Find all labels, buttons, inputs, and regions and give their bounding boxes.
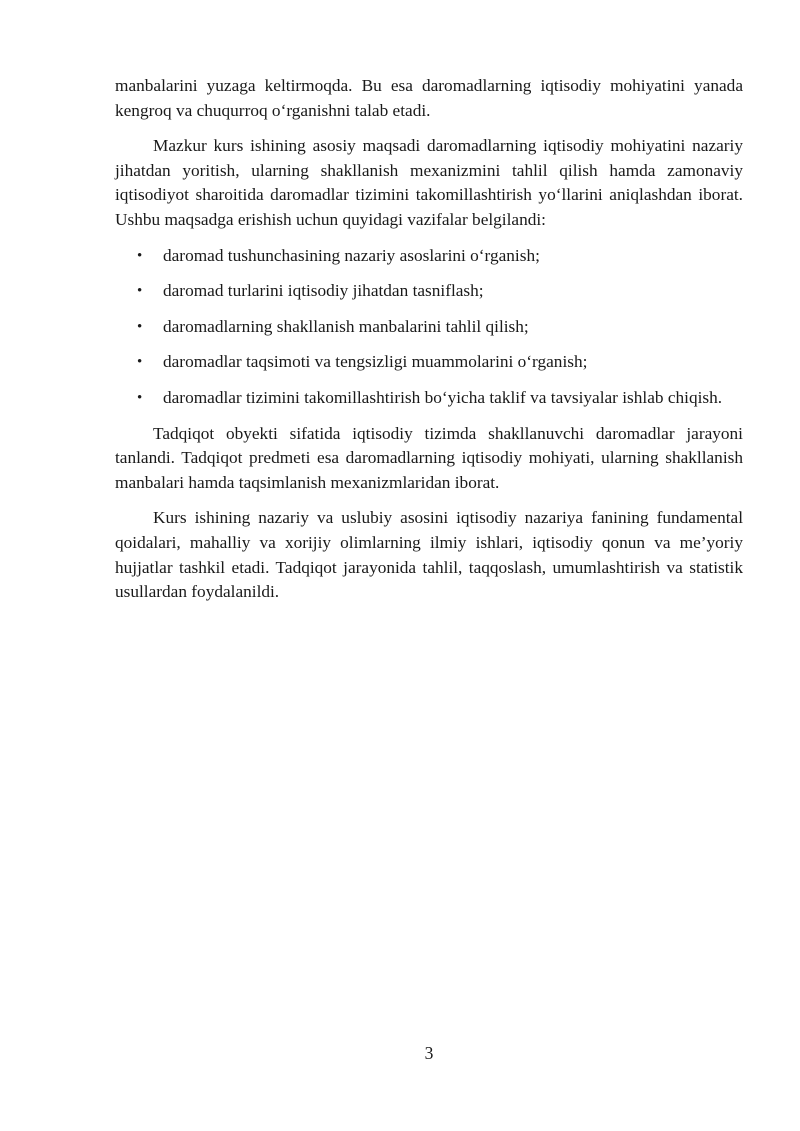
paragraph-methodology: Kurs ishining nazariy va uslubiy asosini iqtisodiy nazariya fanining fundamental qoidalari, mahalliy va xorijiy olimlarning ilmiy ishlari, iqtisodiy qonun va me’yoriy hujjatlar tashkil etadi. Tadqiqot jarayonida tahlil, taqqoslash, umumlashtirish va statistik usullardan foydalanildi. (115, 508, 743, 602)
bullet-icon: • (137, 247, 143, 264)
list-item-text: daromadlar tizimini takomillashtirish bo‘yicha taklif va tavsiyalar ishlab chiqish. (163, 387, 723, 407)
bullet-icon: • (137, 318, 143, 335)
list-item (115, 279, 743, 304)
paragraph-object-subject: Tadqiqot obyekti sifatida iqtisodiy tizimda shakllanuvchi daromadlar jarayoni tanlandi. Tadqiqot predmeti esa daromadlarning iqtisodiy mohiyati, ularning shakllanish manbalari hamda taqsimlanish mexanizmlaridan iborat. (115, 423, 743, 492)
list-item-text: daromad turlarini iqtisodiy jihatdan tasniflash; (163, 281, 484, 301)
paragraph-goal: Mazkur kurs ishining asosiy maqsadi daromadlarning iqtisodiy mohiyatini nazariy jihatdan yoritish, ularning shakllanish mexanizmini tahlil qilish hamda zamonaviy iqtisodiyot sharoitida daromadlar tizimini takomillashtirish yo‘llarini aniqlashdan iborat. Ushbu maqsadga erishish uchun quyidagi vazifalar belgilandi: (115, 136, 743, 229)
list-item (115, 386, 743, 411)
list-item-text: daromadlarning shakllanish manbalarini tahlil qilish; (163, 316, 529, 336)
list-item (115, 244, 743, 269)
list-item-text: daromadlar taqsimoti va tengsizligi muammolarini o‘rganish; (163, 352, 588, 372)
list-item (115, 315, 743, 340)
list-item (115, 350, 743, 375)
bullet-icon: • (137, 389, 143, 406)
tasks-list (115, 244, 743, 411)
bullet-icon: • (137, 354, 143, 371)
paragraph-continuation: manbalarini yuzaga keltirmoqda. Bu esa daromadlarning iqtisodiy mohiyatini yanada kengroq va chuqurroq o‘rganishni talab etadi. (115, 76, 743, 120)
page-number: 3 (424, 1043, 434, 1063)
list-item-text: daromad tushunchasining nazariy asoslarini o‘rganish; (163, 245, 540, 265)
body-text (115, 74, 743, 616)
bullet-icon: • (137, 283, 143, 300)
